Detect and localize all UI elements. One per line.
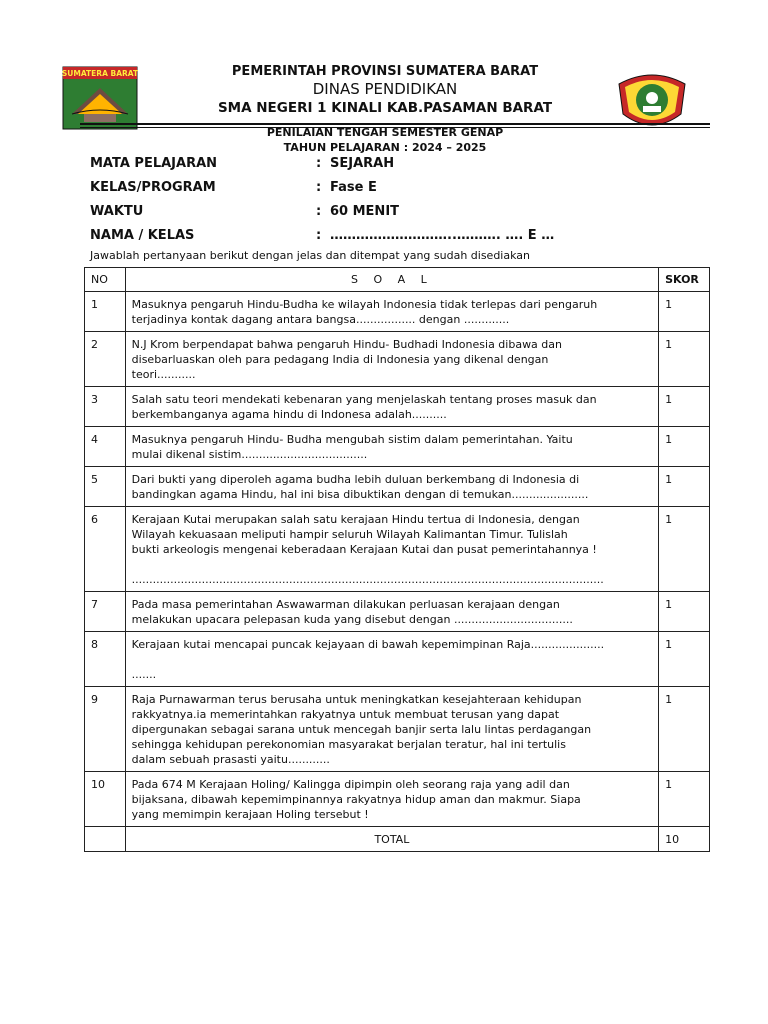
question-number: 8 (85, 632, 126, 687)
letterhead-divider (80, 123, 710, 125)
info-colon: : (316, 228, 322, 243)
question-text: Dari bukti yang diperoleh agama budha lebih duluan berkembang di Indonesia di bandingkan agama Hindu, hal ini bisa dibuktikan dengan di temukan...................... (125, 467, 658, 507)
school-emblem-logo (615, 70, 689, 130)
question-number: 5 (85, 467, 126, 507)
info-value: Fase E (330, 180, 377, 195)
info-label: WAKTU (90, 204, 144, 219)
exam-year: TAHUN PELAJARAN : 2024 – 2025 (283, 141, 487, 154)
table-row (85, 507, 710, 592)
table-header-row (85, 268, 710, 292)
info-row-subject (90, 156, 690, 180)
info-label: MATA PELAJARAN (90, 156, 218, 171)
question-score: 1 (659, 387, 710, 427)
question-score: 1 (659, 427, 710, 467)
question-text: Pada 674 M Kerajaan Holing/ Kalingga dipimpin oleh seorang raja yang adil dan bijaksana, dibawah kepemimpinannya rakyatnya hidup aman dan makmur. Siapa yang memimpin kerajaan Holing tersebut ! (125, 772, 658, 827)
table-row (85, 592, 710, 632)
total-row (85, 827, 710, 852)
table-row (85, 332, 710, 387)
letterhead-government: PEMERINTAH PROVINSI SUMATERA BARAT (231, 64, 539, 79)
instruction-text: Jawablah pertanyaan berikut dengan jelas dan ditempat yang sudah disediakan (90, 249, 530, 262)
header-skor: SKOR (659, 268, 710, 292)
total-label: TOTAL (125, 827, 658, 852)
letterhead-school: SMA NEGERI 1 KINALI KAB.PASAMAN BARAT (217, 100, 553, 116)
sumatera-barat-logo (62, 66, 138, 130)
table-row (85, 632, 710, 687)
question-score: 1 (659, 332, 710, 387)
question-text: Masuknya pengaruh Hindu-Budha ke wilayah Indonesia tidak terlepas dari pengaruh terjadinya kontak dagang antara bangsa................. dengan ............. (125, 292, 658, 332)
info-value: 60 MENIT (330, 204, 400, 219)
info-value: ………………………..………. …. E … (330, 228, 555, 243)
total-value: 10 (659, 827, 710, 852)
question-text: Kerajaan Kutai merupakan salah satu kerajaan Hindu tertua di Indonesia, dengan Wilayah kekuasaan meliputi hampir seluruh Wilayah Kalimantan Timur. Tulislah bukti arkeologis mengenai keberadaan Kerajaan Kutai dan pusat pemerintahannya ! ....................................................................................................................................... (125, 507, 658, 592)
question-score: 1 (659, 507, 710, 592)
question-number: 9 (85, 687, 126, 772)
question-number: 4 (85, 427, 126, 467)
table-row (85, 467, 710, 507)
question-number: 6 (85, 507, 126, 592)
question-score: 1 (659, 632, 710, 687)
question-number: 10 (85, 772, 126, 827)
question-score: 1 (659, 292, 710, 332)
question-number: 3 (85, 387, 126, 427)
question-text: Kerajaan kutai mencapai puncak kejayaan di bawah kepemimpinan Raja..................... ....... (125, 632, 658, 687)
header-soal: S O A L (125, 268, 658, 292)
exam-title: PENILAIAN TENGAH SEMESTER GENAP (266, 126, 504, 139)
question-number: 7 (85, 592, 126, 632)
question-text: Pada masa pemerintahan Aswawarman dilakukan perluasan kerajaan dengan melakukan upacara pelepasan kuda yang disebut dengan .................................. (125, 592, 658, 632)
table-row (85, 427, 710, 467)
info-row-class (90, 180, 690, 204)
question-table (84, 267, 710, 852)
total-empty-cell (85, 827, 126, 852)
info-value: SEJARAH (330, 156, 395, 171)
question-text: Salah satu teori mendekati kebenaran yang menjelaskah tentang proses masuk dan berkembanganya agama hindu di Indonesa adalah.......... (125, 387, 658, 427)
info-label: NAMA / KELAS (90, 228, 195, 243)
question-number: 2 (85, 332, 126, 387)
letterhead-department: DINAS PENDIDIKAN (312, 80, 458, 98)
question-text: N.J Krom berpendapat bahwa pengaruh Hindu- Budhadi Indonesia dibawa dan disebarluaskan oleh para pedagang India di Indonesia yang dikenal dengan teori........... (125, 332, 658, 387)
info-colon: : (316, 204, 322, 219)
info-row-time (90, 204, 690, 228)
question-score: 1 (659, 592, 710, 632)
question-number: 1 (85, 292, 126, 332)
question-score: 1 (659, 772, 710, 827)
table-row (85, 772, 710, 827)
question-text: Raja Purnawarman terus berusaha untuk meningkatkan kesejahteraan kehidupan rakkyatnya.ia memerintahkan rakyatnya untuk membuat terusan yang dapat dipergunakan sebagai sarana untuk mencegah banjir serta lalu lintas perdagangan sehingga kehidupan perekonomian masyarakat berjalan teratur, hal ini tertulis dalam sebuah prasasti yaitu............ (125, 687, 658, 772)
info-label: KELAS/PROGRAM (90, 180, 216, 195)
question-score: 1 (659, 687, 710, 772)
question-score: 1 (659, 467, 710, 507)
table-row (85, 292, 710, 332)
letterhead (60, 60, 710, 130)
table-row (85, 687, 710, 772)
student-info (90, 156, 690, 252)
table-row (85, 387, 710, 427)
info-colon: : (316, 156, 322, 171)
question-text: Masuknya pengaruh Hindu- Budha mengubah sistim dalam pemerintahan. Yaitu mulai dikenal sistim.................................... (125, 427, 658, 467)
info-colon: : (316, 180, 322, 195)
logo-left-caption: SUMATERA BARAT (62, 69, 138, 78)
header-no: NO (85, 268, 126, 292)
